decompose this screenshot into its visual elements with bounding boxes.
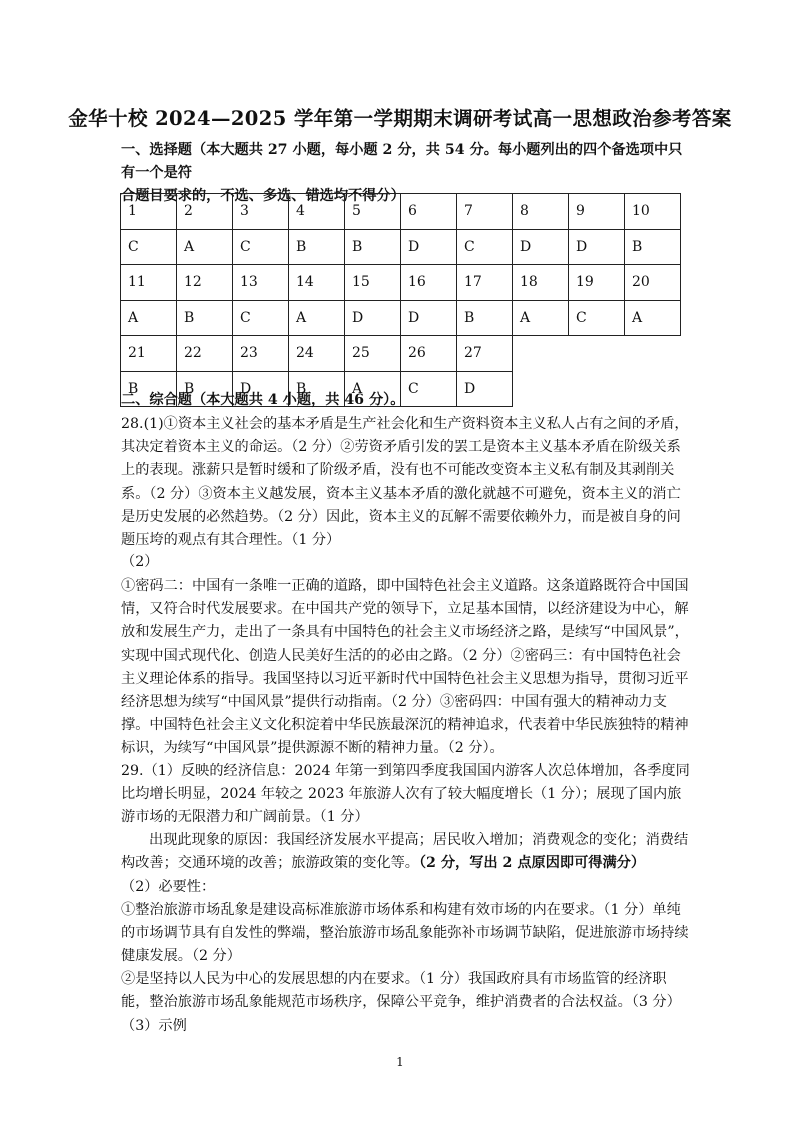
table-cell: C <box>457 229 513 265</box>
q29-reasons-note: （2 分，写出 2 点原因即可得满分） <box>418 855 646 872</box>
table-cell: C <box>121 229 177 265</box>
table-cell: B <box>289 229 345 265</box>
table-cell: A <box>121 300 177 336</box>
table-cell: B <box>625 229 681 265</box>
table-cell: 18 <box>513 265 569 301</box>
empty-cell <box>625 336 681 372</box>
table-row <box>121 194 681 230</box>
table-cell: 21 <box>121 336 177 372</box>
table-cell: 27 <box>457 336 513 372</box>
table-cell: 10 <box>625 194 681 230</box>
empty-cell <box>513 336 569 372</box>
table-cell: 12 <box>177 265 233 301</box>
table-cell: B <box>177 300 233 336</box>
q28-part2-label: （2） <box>121 554 159 570</box>
table-cell: D <box>457 371 513 407</box>
table-cell: B <box>289 371 345 407</box>
table-cell: 8 <box>513 194 569 230</box>
table-cell: 23 <box>233 336 289 372</box>
table-cell: B <box>457 300 513 336</box>
empty-cell <box>569 336 625 372</box>
answer-table-body <box>121 194 681 407</box>
table-cell: 9 <box>569 194 625 230</box>
section2-heading: 二、综合题（本大题共 4 小题，共 46 分）。 <box>121 392 405 408</box>
table-cell: 6 <box>401 194 457 230</box>
table-cell: 4 <box>289 194 345 230</box>
q29-point2: ②是坚持以人民为中心的发展思想的内在要求。（1 分）我国政府具有市场监管的经济职能，整治旅游市场乱象能规范市场秩序，保障公平竞争，维护消费者的合法权益。（3 分） <box>121 971 681 1011</box>
table-cell: C <box>401 371 457 407</box>
table-row <box>121 229 681 265</box>
table-cell: 15 <box>345 265 401 301</box>
q28-part1: 28.(1)①资本主义社会的基本矛盾是生产社会化和生产资料资本主义私人占有之间的矛盾，其决定着资本主义的命运。（2 分）②劳资矛盾引发的罢工是资本主义基本矛盾在阶级关系上的表现。涨薪只是暂时缓和了阶级矛盾，没有也不可能改变资本主义私有制及其剥削关系。（2 分）③资本主义越发展，资本主义基本矛盾的激化就越不可避免，资本主义的消亡是历史发展的必然趋势。（2 分）因此，资本主义的瓦解不需要依赖外力，而是被自身的问题压垮的观点有其合理性。（1 分） <box>121 416 689 549</box>
table-cell: C <box>233 300 289 336</box>
table-cell: A <box>289 300 345 336</box>
table-cell: D <box>233 371 289 407</box>
table-cell: 1 <box>121 194 177 230</box>
table-cell: D <box>401 300 457 336</box>
table-cell: 20 <box>625 265 681 301</box>
table-cell: 11 <box>121 265 177 301</box>
table-cell: 25 <box>345 336 401 372</box>
table-cell: D <box>401 229 457 265</box>
table-cell: 7 <box>457 194 513 230</box>
page-title: 金华十校 2024—2025 学年第一学期期末调研考试高一思想政治参考答案 <box>68 107 732 130</box>
q29-reasons-text: 出现此现象的原因：我国经济发展水平提高；居民收入增加；消费观念的变化；消费结构改善；交通环境的改善；旅游政策的变化等。 <box>121 832 689 872</box>
q29-reasons <box>121 829 693 875</box>
table-row <box>121 300 681 336</box>
q29-part2-label: （2）必要性： <box>121 879 216 895</box>
q29-part3-label: （3）示例 <box>121 1018 187 1034</box>
table-cell: 5 <box>345 194 401 230</box>
table-cell: 22 <box>177 336 233 372</box>
table-cell: D <box>513 229 569 265</box>
table-cell: C <box>233 229 289 265</box>
table-cell: 14 <box>289 265 345 301</box>
table-row <box>121 265 681 301</box>
table-cell: 19 <box>569 265 625 301</box>
section1-heading-line1: 一、选择题（本大题共 27 小题，每小题 2 分，共 54 分。每小题列出的四个备选项中只有一个是符 <box>121 142 683 182</box>
table-cell: C <box>569 300 625 336</box>
q28-part2: ①密码二：中国有一条唯一正确的道路，即中国特色社会主义道路。这条道路既符合中国国情，又符合时代发展要求。在中国共产党的领导下，立足基本国情，以经济建设为中心，解放和发展生产力，走出了一条具有中国特色的社会主义市场经济之路，是续写“中国风景”，实现中国式现代化、创造人民美好生活的的必由之路。（2 分）②密码三：有中国特色社会主义理论体系的指导。我国坚持以习近平新时代中国特色社会主义思想为指导，贯彻习近平经济思想为续写“中国风景”提供行动指南。（2 分）③密码四：中国有强大的精神动力支撑。中国特色社会主义文化积淀着中华民族最深沉的精神追求，代表着中华民族独特的精神标识，为续写“中国风景”提供源源不断的精神力量。（2 分）。 <box>121 578 689 757</box>
section1-heading-line2: 合题目要求的，不选、多选、错选均不得分） <box>121 188 405 205</box>
table-cell: A <box>513 300 569 336</box>
answer-table <box>120 193 681 407</box>
table-cell: A <box>625 300 681 336</box>
table-cell: B <box>121 371 177 407</box>
table-cell: 3 <box>233 194 289 230</box>
table-cell: B <box>345 229 401 265</box>
table-cell: D <box>569 229 625 265</box>
table-cell: 24 <box>289 336 345 372</box>
table-cell: B <box>177 371 233 407</box>
q29-part1: 29.（1）反映的经济信息：2024 年第一到第四季度我国国内游客人次总体增加，各季度同比均增长明显，2024 年较之 2023 年旅游人次有了较大幅度增长（1 分）；展现了国内旅游市场的无限潜力和广阔前景。（1 分） <box>121 763 690 826</box>
table-cell: A <box>345 371 401 407</box>
table-cell: 16 <box>401 265 457 301</box>
page-number: 1 <box>396 1055 404 1069</box>
table-cell: 26 <box>401 336 457 372</box>
table-cell: 13 <box>233 265 289 301</box>
table-cell: D <box>345 300 401 336</box>
q29-point1: ①整治旅游市场乱象是建设高标准旅游市场体系和构建有效市场的内在要求。（1 分）单纯的市场调节具有自发性的弊端，整治旅游市场乱象能弥补市场调节缺陷，促进旅游市场持续健康发展。（2 分） <box>121 902 689 965</box>
table-cell: 17 <box>457 265 513 301</box>
table-row <box>121 336 681 372</box>
table-cell: A <box>177 229 233 265</box>
table-cell: 2 <box>177 194 233 230</box>
